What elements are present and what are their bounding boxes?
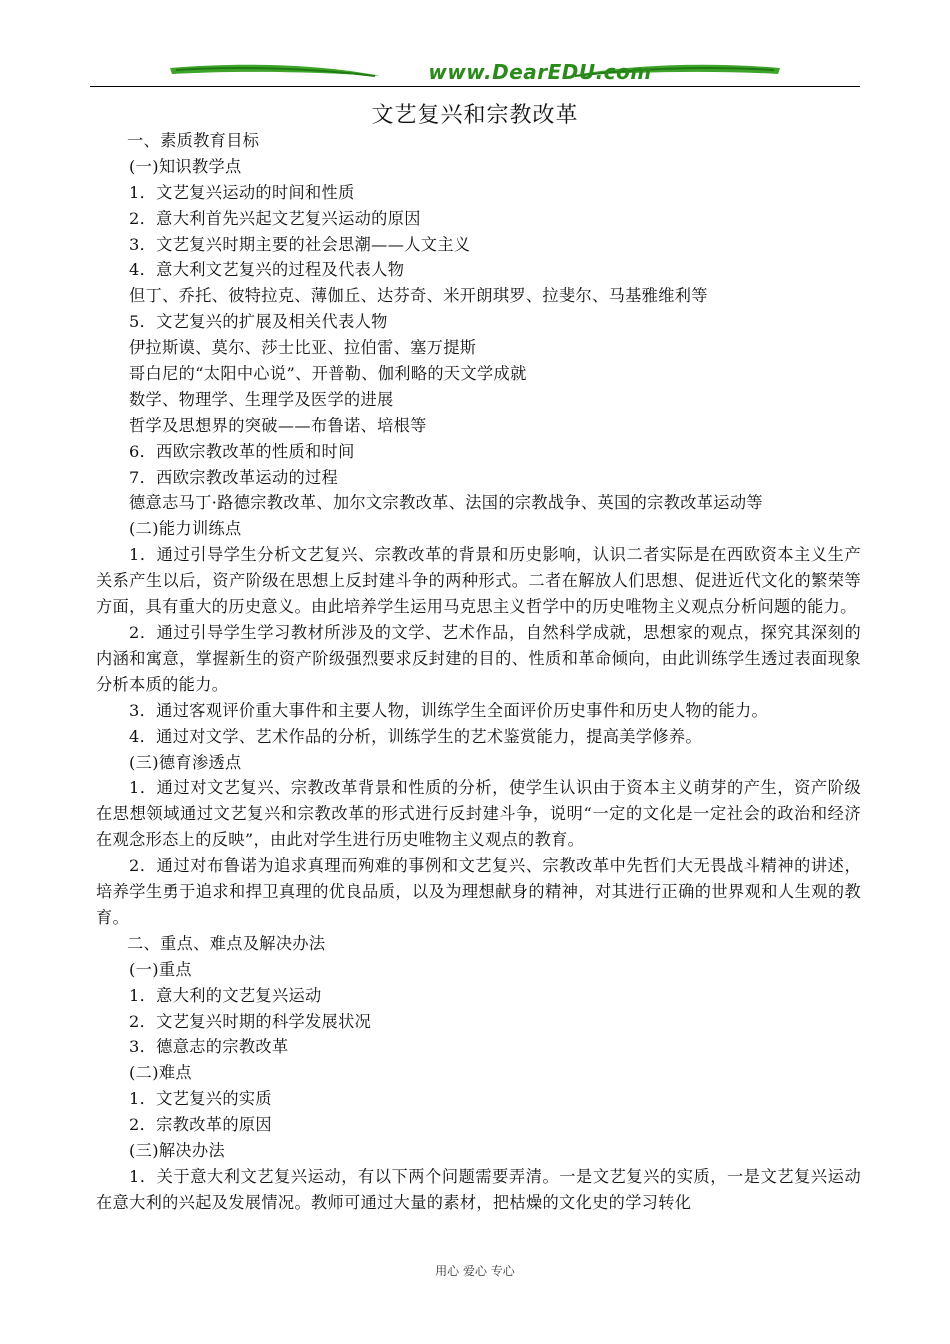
section-heading: 二、重点、难点及解决办法 — [127, 933, 326, 953]
list-detail: 但丁、乔托、彼特拉克、薄伽丘、达芬奇、米开朗琪罗、拉斐尔、马基雅维利等 — [129, 286, 708, 306]
document-title: 文艺复兴和宗教改革 — [371, 103, 579, 128]
paragraph: 1．通过对文艺复兴、宗教改革背景和性质的分析，使学生认识由于资本主义萌芽的产生，资产阶级在思想领域通过文艺复兴和宗教改革的形式进行反封建斗争，说明“一定的文化是一定社会的政治和经济在观念形态上的反映”，由此对学生进行历史唯物主义观点的教育。 — [96, 778, 861, 850]
site-logo-text: www.DearEDU.com — [428, 60, 652, 84]
paragraph: 2．通过对布鲁诺为追求真理而殉难的事例和文艺复兴、宗教改革中先哲们大无畏战斗精神的讲述，培养学生勇于追求和捍卫真理的优良品质，以及为理想献身的精神，对其进行正确的世界观和人生观的教育。 — [96, 856, 861, 927]
list-item: 2．文艺复兴时期的科学发展状况 — [129, 1011, 372, 1031]
page-footer: 用心 爱心 专心 — [435, 1264, 515, 1278]
list-item: 3．文艺复兴时期主要的社会思潮——人文主义 — [129, 234, 471, 254]
list-detail: 哥白尼的“太阳中心说”、开普勒、伽利略的天文学成就 — [129, 364, 527, 384]
list-item: 3．德意志的宗教改革 — [129, 1037, 289, 1057]
list-item: 1．文艺复兴的实质 — [129, 1089, 272, 1109]
subsection-heading: (二)能力训练点 — [129, 519, 242, 539]
document-body — [96, 128, 861, 1216]
page-header — [90, 56, 860, 92]
paragraph: 3．通过客观评价重大事件和主要人物，训练学生全面评价历史事件和历史人物的能力。 — [129, 700, 769, 720]
list-item: 5．文艺复兴的扩展及相关代表人物 — [129, 312, 388, 332]
list-item: 2．意大利首先兴起文艺复兴运动的原因 — [129, 208, 421, 228]
list-detail: 德意志马丁·路德宗教改革、加尔文宗教改革、法国的宗教战争、英国的宗教改革运动等 — [129, 493, 763, 513]
list-item: 2．宗教改革的原因 — [129, 1115, 272, 1135]
list-detail: 哲学及思想界的突破——布鲁诺、培根等 — [129, 415, 427, 435]
list-detail: 数学、物理学、生理学及医学的进展 — [129, 389, 394, 409]
list-item: 1．意大利的文艺复兴运动 — [129, 985, 322, 1005]
list-detail: 伊拉斯谟、莫尔、莎士比亚、拉伯雷、塞万提斯 — [129, 338, 477, 358]
paragraph: 1．通过引导学生分析文艺复兴、宗教改革的背景和历史影响，认识二者实际是在西欧资本主义生产关系产生以后，资产阶级在思想上反封建斗争的两种形式。二者在解放人们思想、促进近代文化的繁荣等方面，具有重大的历史意义。由此培养学生运用马克思主义哲学中的历史唯物主义观点分析问题的能力。 — [96, 545, 861, 617]
subsection-heading: (一)知识教学点 — [129, 156, 242, 176]
paragraph: 2．通过引导学生学习教材所涉及的文学、艺术作品，自然科学成就，思想家的观点，探究其深刻的内涵和寓意，掌握新生的资产阶级强烈要求反封建的目的、性质和革命倾向，由此训练学生透过表面现象分析本质的能力。 — [96, 622, 861, 694]
subsection-heading: (三)解决办法 — [129, 1140, 226, 1160]
section-heading: 一、素质教育目标 — [127, 131, 260, 150]
list-item: 6．西欧宗教改革的性质和时间 — [129, 441, 355, 461]
list-item: 1．文艺复兴运动的时间和性质 — [129, 182, 355, 202]
paragraph: 1．关于意大利文艺复兴运动，有以下两个问题需要弄清。一是文艺复兴的实质，一是文艺复兴运动在意大利的兴起及发展情况。教师可通过大量的素材，把枯燥的文化史的学习转化 — [96, 1166, 861, 1212]
list-item: 7．西欧宗教改革运动的过程 — [129, 467, 339, 487]
paragraph: 4．通过对文学、艺术作品的分析，训练学生的艺术鉴赏能力，提高美学修养。 — [129, 726, 702, 746]
list-item: 4．意大利文艺复兴的过程及代表人物 — [129, 260, 405, 280]
header-divider — [90, 86, 860, 87]
subsection-heading: (二)难点 — [129, 1063, 192, 1083]
subsection-heading: (三)德育渗透点 — [129, 752, 242, 772]
subsection-heading: (一)重点 — [129, 959, 192, 979]
